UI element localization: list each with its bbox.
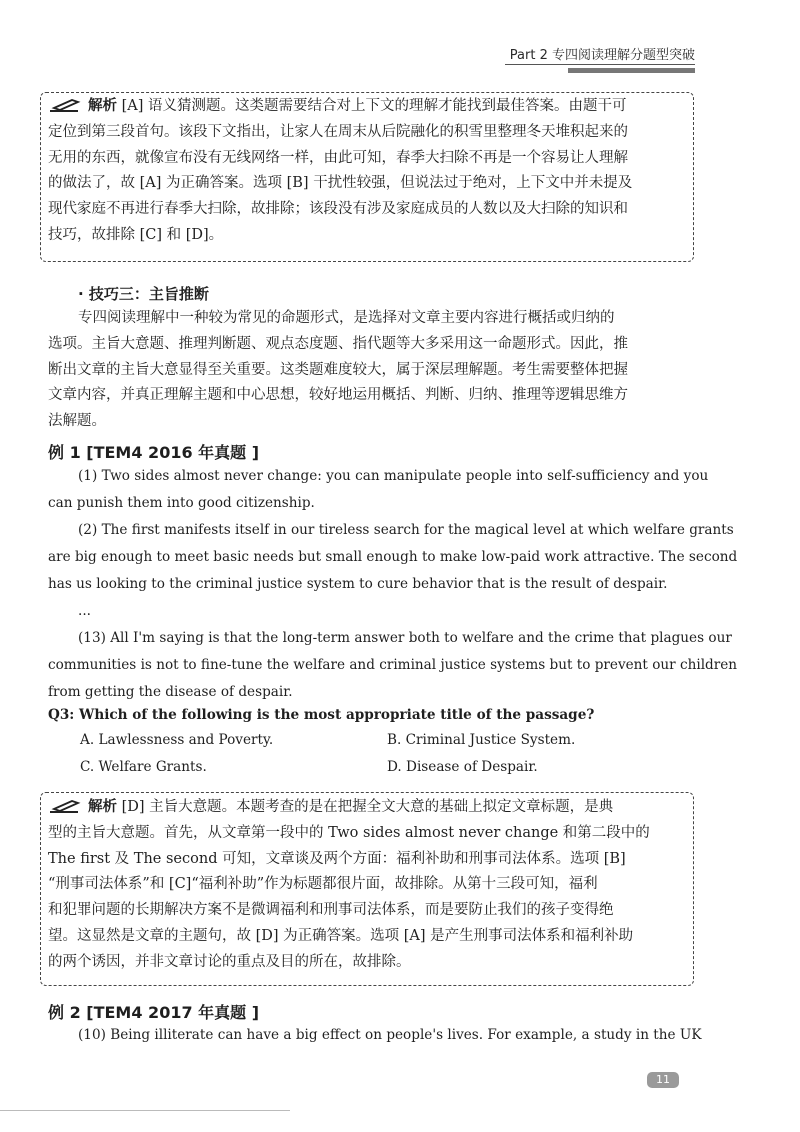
example-1-passage — [48, 463, 737, 706]
option-b: B. Criminal Justice System. — [387, 732, 576, 748]
passage-line: (10) Being illiterate can have a big effect on people's lives. For example, a study in the UK — [78, 1027, 702, 1043]
passage-line: from getting the disease of despair. — [48, 684, 293, 700]
example-1-title: 例 1 [TEM4 2016 年真题 ] — [48, 443, 260, 462]
passage-line: can punish them into good citizenship. — [48, 495, 315, 511]
example-2-passage — [78, 1022, 702, 1049]
intro-paragraph — [48, 306, 628, 435]
analysis-text-1: 解析 [A] 语义猜测题。这类题需要结合对上下文的理解才能找到最佳答案。由题干可 定位到第三段首句。该段下文指出，让家人在周末从后院融化的积雪里整理冬天堆积起来的 无用的东西，就像宣布没有无线网络一样，由此可知，春季大扫除不再是一个容易让人理解 的做法了，故 [A] 为正确答案。选项 [B] 干扰性较强，但说法过于绝对，上下文中并未提及 现代家庭不再进行春季大扫除，故排除；该段没有涉及家庭成员的人数以及大扫除的知识和 技巧，故排除 [C] 和 [D]。 — [48, 94, 632, 249]
analysis-line: 望。这显然是文章的主题句，故 [D] 为正确答案。选项 [A] 是产生刑事司法体系和福利补助 — [48, 927, 634, 944]
analysis-line: 和犯罪问题的长期解决方案不是微调福利和刑事司法体系，而是要防止我们的孩子变得绝 — [48, 902, 614, 919]
option-c: C. Welfare Grants. — [80, 759, 207, 775]
analysis-line: 的两个诱因，并非文章讨论的重点及目的所在，故排除。 — [48, 953, 411, 970]
intro-line: 专四阅读理解中一种较为常见的命题形式，是选择对文章主要内容进行概括或归纳的 — [78, 310, 615, 326]
footer-rule — [0, 1110, 290, 1111]
passage-line: are big enough to meet basic needs but small enough to make low-paid work attractive. The second — [48, 549, 738, 565]
page-number: 11 — [647, 1072, 679, 1088]
section-heading: · 技巧三：主旨推断 — [78, 285, 209, 303]
analysis-line: 型的主旨大意题。首先，从文章第一段中的 Two sides almost never change 和第二段中的 — [48, 824, 650, 841]
analysis-text-2: 解析 [D] 主旨大意题。本题考查的是在把握全文大意的基础上拟定文章标题，是典 型的主旨大意题。首先，从文章第一段中的 Two sides almost never change 和第二段中的 The first 及 The second 可知，文章谈及两个方面：福利补助和刑事司法体系。选项 [B] “刑事司法体系”和 [C]“福利补助”作为标题都很片面，故排除。从第十三段可知，福利 和犯罪问题的长期解决方案不是微调福利和刑事司法体系，而是要防止我们的孩子变得绝 望。这显然是文章的主题句，故 [D] 为正确答案。选项 [A] 是产生刑事司法体系和福利补助 的两个诱因，并非文章讨论的重点及目的所在，故排除。 — [48, 795, 650, 976]
question: Q3: Which of the following is the most appropriate title of the passage? — [48, 707, 595, 723]
analysis-line: 技巧，故排除 [C] 和 [D]。 — [48, 226, 224, 243]
analysis-line: 现代家庭不再进行春季大扫除，故排除；该段没有涉及家庭成员的人数以及大扫除的知识和 — [48, 201, 628, 218]
passage-line: communities is not to fine-tune the welfare and criminal justice systems but to prevent our children — [48, 657, 738, 673]
pen-icon — [48, 97, 82, 123]
header-bar — [568, 68, 695, 73]
analysis-label: 解析 — [88, 98, 117, 114]
passage-line: ... — [78, 603, 91, 619]
option-a: A. Lawlessness and Poverty. — [80, 732, 274, 748]
passage-line: (13) All I'm saying is that the long-term answer both to welfare and the crime that plagues our — [78, 630, 732, 646]
analysis-line: The first 及 The second 可知，文章谈及两个方面：福利补助和刑事司法体系。选项 [B] — [48, 850, 626, 867]
example-2-title: 例 2 [TEM4 2017 年真题 ] — [48, 1003, 260, 1022]
running-header: Part 2 专四阅读理解分题型突破 — [509, 48, 695, 63]
header-rule — [505, 64, 695, 65]
analysis-line: 的做法了，故 [A] 为正确答案。选项 [B] 干扰性较强，但说法过于绝对，上下文中并未提及 — [48, 175, 633, 192]
analysis-line: “刑事司法体系”和 [C]“福利补助”作为标题都很片面，故排除。从第十三段可知，福利 — [48, 876, 598, 893]
passage-line: (1) Two sides almost never change: you can manipulate people into self-sufficiency and you — [78, 468, 709, 484]
analysis-line: 无用的东西，就像宣布没有无线网络一样，由此可知，春季大扫除不再是一个容易让人理解 — [48, 149, 628, 166]
intro-line: 选项。主旨大意题、推理判断题、观点态度题、指代题等大多采用这一命题形式。因此，推 — [48, 335, 628, 352]
passage-line: (2) The first manifests itself in our tireless search for the magical level at which welfare grants — [78, 522, 734, 538]
pen-icon — [48, 798, 82, 824]
analysis-label: 解析 — [88, 799, 117, 815]
passage-line: has us looking to the criminal justice system to cure behavior that is the result of despair. — [48, 576, 668, 592]
analysis-line: 定位到第三段首句。该段下文指出，让家人在周末从后院融化的积雪里整理冬天堆积起来的 — [48, 123, 628, 140]
intro-line: 断出文章的主旨大意显得至关重要。这类题难度较大，属于深层理解题。考生需要整体把握 — [48, 361, 628, 378]
intro-line: 文章内容，并真正理解主题和中心思想，较好地运用概括、判断、归纳、推理等逻辑思维方 — [48, 387, 628, 404]
option-d: D. Disease of Despair. — [387, 759, 538, 775]
intro-line: 法解题。 — [48, 413, 106, 430]
